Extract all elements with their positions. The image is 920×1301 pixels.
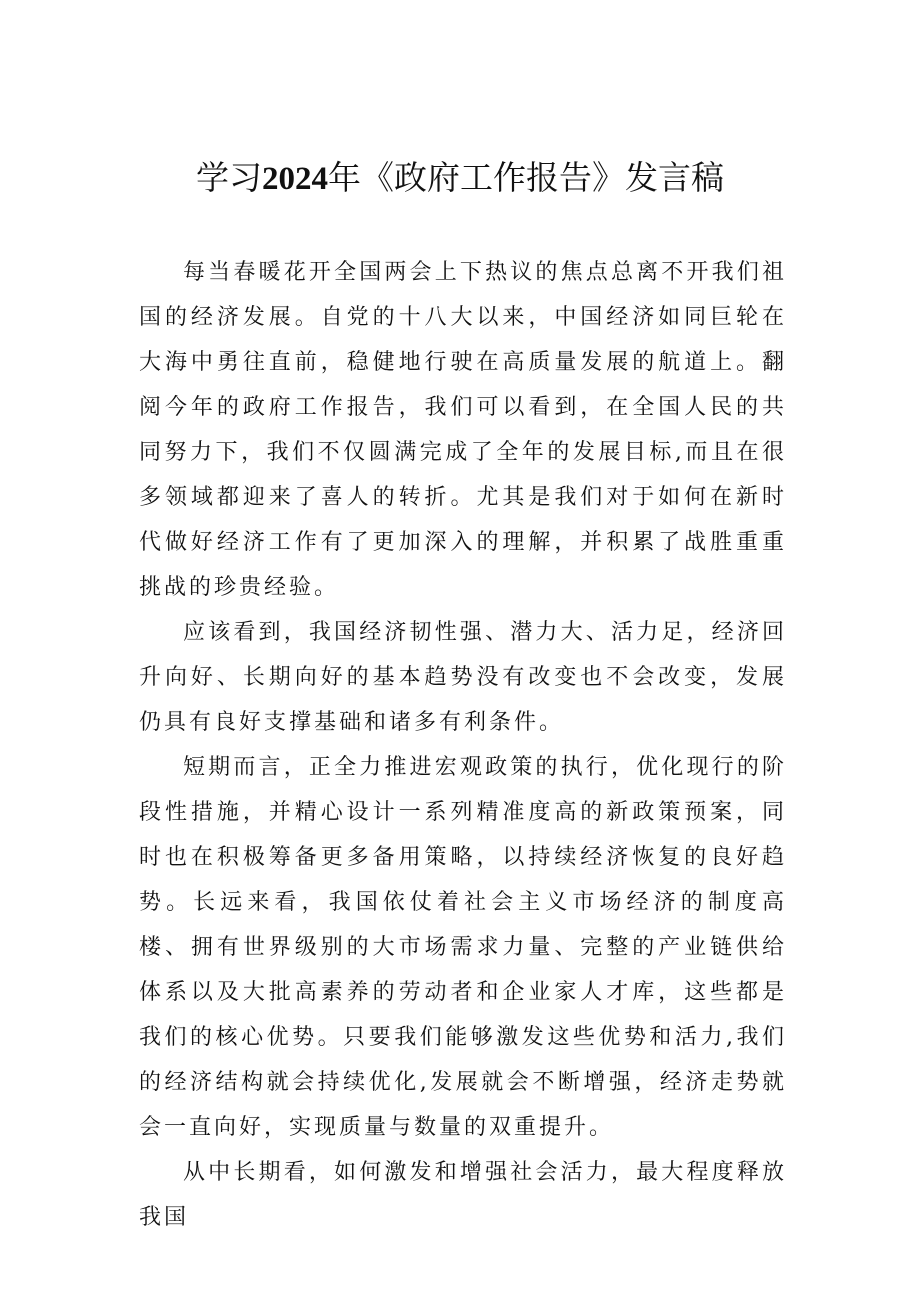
title-suffix: 年《政府工作报告》发言稿 <box>328 158 724 197</box>
title-year: 2024 <box>262 161 328 197</box>
paragraph-3: 短期而言，正全力推进宏观政策的执行，优化现行的阶段性措施，并精心设计一系列精准度高的新政策预案，同时也在积极筹备更多备用策略，以持续经济恢复的良好趋势。长远来看，我国依仗着社会主义市场经济的制度高楼、拥有世界级别的大市场需求力量、完整的产业链供给体系以及大批高素养的劳动者和企业家人才库，这些都是我们的核心优势。只要我们能够激发这些优势和活力,我们的经济结构就会持续优化,发展就会不断增强，经济走势就会一直向好，实现质量与数量的双重提升。 <box>139 755 787 1140</box>
paragraph-1: 每当春暖花开全国两会上下热议的焦点总离不开我们祖国的经济发展。自党的十八大以来，中国经济如同巨轮在大海中勇往直前，稳健地行驶在高质量发展的航道上。翻阅今年的政府工作报告，我们可以看到，在全国人民的共同努力下，我们不仅圆满完成了全年的发展目标,而且在很多领域都迎来了喜人的转折。尤其是我们对于如何在新时代做好经济工作有了更加深入的理解，并积累了战胜重重挑战的珍贵经验。 <box>139 260 787 600</box>
paragraph-4: 从中长期看，如何激发和增强社会活力，最大程度释放我国 <box>139 1160 787 1230</box>
document-title <box>0 152 920 205</box>
paragraph-2: 应该看到，我国经济韧性强、潜力大、活力足，经济回升向好、长期向好的基本趋势没有改变也不会改变，发展仍具有良好支撑基础和诸多有利条件。 <box>139 620 787 735</box>
document-body <box>139 250 787 1240</box>
title-prefix: 学习 <box>196 158 262 197</box>
